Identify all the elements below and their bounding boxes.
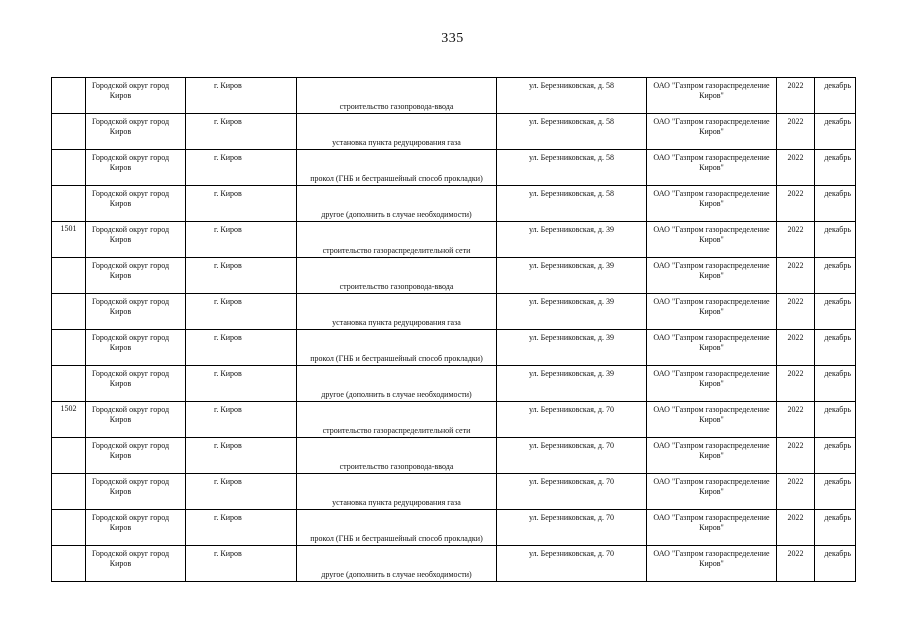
work-type-cell bbox=[297, 222, 497, 258]
year-cell: 2022 bbox=[777, 438, 815, 474]
month-cell: декабрь bbox=[815, 474, 856, 510]
year-cell: 2022 bbox=[777, 114, 815, 150]
year-cell: 2022 bbox=[777, 150, 815, 186]
organization-line-1: ОАО "Газпром газораспределение bbox=[653, 297, 770, 306]
organization-cell bbox=[647, 222, 777, 258]
address-cell: ул. Березниковская, д. 58 bbox=[497, 114, 647, 150]
table-row bbox=[52, 150, 856, 186]
work-type-cell bbox=[297, 402, 497, 438]
municipality-line-2: Киров bbox=[109, 199, 132, 208]
year-cell: 2022 bbox=[777, 402, 815, 438]
month-cell: декабрь bbox=[815, 222, 856, 258]
address-cell: ул. Березниковская, д. 39 bbox=[497, 366, 647, 402]
municipality-line-1: Городской округ город bbox=[92, 225, 170, 234]
address-cell: ул. Березниковская, д. 58 bbox=[497, 150, 647, 186]
year-cell: 2022 bbox=[777, 366, 815, 402]
municipality-line-1: Городской округ город bbox=[92, 369, 170, 378]
address-cell: ул. Березниковская, д. 70 bbox=[497, 510, 647, 546]
municipality-cell bbox=[86, 366, 186, 402]
municipality-line-2: Киров bbox=[109, 307, 132, 316]
city-cell: г. Киров bbox=[186, 78, 297, 114]
municipality-line-1: Городской округ город bbox=[92, 261, 170, 270]
organization-cell bbox=[647, 114, 777, 150]
month-cell: декабрь bbox=[815, 186, 856, 222]
month-cell: декабрь bbox=[815, 546, 856, 582]
month-cell: декабрь bbox=[815, 150, 856, 186]
address-cell: ул. Березниковская, д. 70 bbox=[497, 402, 647, 438]
municipality-line-2: Киров bbox=[109, 379, 132, 388]
municipality-line-1: Городской округ город bbox=[92, 441, 170, 450]
municipality-line-1: Городской округ город bbox=[92, 153, 170, 162]
month-cell: декабрь bbox=[815, 366, 856, 402]
month-cell: декабрь bbox=[815, 114, 856, 150]
table-row bbox=[52, 78, 856, 114]
municipality-cell bbox=[86, 402, 186, 438]
city-cell: г. Киров bbox=[186, 186, 297, 222]
year-cell: 2022 bbox=[777, 294, 815, 330]
organization-line-1: ОАО "Газпром газораспределение bbox=[653, 225, 770, 234]
address-cell: ул. Березниковская, д. 39 bbox=[497, 294, 647, 330]
work-type-cell bbox=[297, 294, 497, 330]
year-cell: 2022 bbox=[777, 78, 815, 114]
table-row bbox=[52, 366, 856, 402]
table-row bbox=[52, 294, 856, 330]
table-row bbox=[52, 546, 856, 582]
row-number-cell bbox=[52, 114, 86, 150]
work-type-text: прокол (ГНБ и бестраншейный способ прокладки) bbox=[310, 354, 483, 363]
municipality-line-2: Киров bbox=[109, 271, 132, 280]
row-number-cell bbox=[52, 294, 86, 330]
municipality-line-1: Городской округ город bbox=[92, 297, 170, 306]
municipality-line-1: Городской округ город bbox=[92, 549, 170, 558]
table-row bbox=[52, 258, 856, 294]
work-type-text: прокол (ГНБ и бестраншейный способ прокладки) bbox=[310, 174, 483, 183]
address-cell: ул. Березниковская, д. 39 bbox=[497, 258, 647, 294]
month-cell: декабрь bbox=[815, 78, 856, 114]
table-row bbox=[52, 510, 856, 546]
city-cell: г. Киров bbox=[186, 258, 297, 294]
page-number: 335 bbox=[441, 31, 464, 46]
organization-cell bbox=[647, 474, 777, 510]
organization-line-1: ОАО "Газпром газораспределение bbox=[653, 549, 770, 558]
row-number-cell bbox=[52, 258, 86, 294]
organization-line-2: Киров" bbox=[699, 199, 724, 208]
month-cell: декабрь bbox=[815, 330, 856, 366]
row-number-cell bbox=[52, 330, 86, 366]
address-cell: ул. Березниковская, д. 70 bbox=[497, 546, 647, 582]
table-row bbox=[52, 222, 856, 258]
organization-cell bbox=[647, 78, 777, 114]
organization-line-1: ОАО "Газпром газораспределение bbox=[653, 477, 770, 486]
address-cell: ул. Березниковская, д. 58 bbox=[497, 78, 647, 114]
work-type-text: другое (дополнить в случае необходимости) bbox=[321, 390, 472, 399]
row-number-cell: 1502 bbox=[52, 402, 86, 438]
address-cell: ул. Березниковская, д. 39 bbox=[497, 330, 647, 366]
month-cell: декабрь bbox=[815, 510, 856, 546]
municipality-line-2: Киров bbox=[109, 127, 132, 136]
work-type-text: установка пункта редуцирования газа bbox=[332, 318, 461, 327]
row-number-cell bbox=[52, 78, 86, 114]
month-cell: декабрь bbox=[815, 402, 856, 438]
municipality-line-1: Городской округ город bbox=[92, 333, 170, 342]
municipality-line-2: Киров bbox=[109, 91, 132, 100]
municipality-line-2: Киров bbox=[109, 415, 132, 424]
table-row bbox=[52, 186, 856, 222]
work-type-cell bbox=[297, 258, 497, 294]
city-cell: г. Киров bbox=[186, 402, 297, 438]
organization-line-1: ОАО "Газпром газораспределение bbox=[653, 261, 770, 270]
month-cell: декабрь bbox=[815, 294, 856, 330]
organization-line-1: ОАО "Газпром газораспределение bbox=[653, 117, 770, 126]
work-type-text: строительство газопровода-ввода bbox=[339, 462, 454, 471]
year-cell: 2022 bbox=[777, 186, 815, 222]
organization-cell bbox=[647, 510, 777, 546]
organization-line-1: ОАО "Газпром газораспределение bbox=[653, 189, 770, 198]
municipality-line-1: Городской округ город bbox=[92, 81, 170, 90]
row-number-cell bbox=[52, 438, 86, 474]
table-row bbox=[52, 330, 856, 366]
municipality-cell bbox=[86, 114, 186, 150]
address-cell: ул. Березниковская, д. 70 bbox=[497, 438, 647, 474]
organization-line-1: ОАО "Газпром газораспределение bbox=[653, 333, 770, 342]
organization-line-1: ОАО "Газпром газораспределение bbox=[653, 81, 770, 90]
organization-line-2: Киров" bbox=[699, 343, 724, 352]
organization-line-1: ОАО "Газпром газораспределение bbox=[653, 513, 770, 522]
work-type-text: строительство газораспределительной сети bbox=[322, 246, 471, 255]
municipality-line-1: Городской округ город bbox=[92, 513, 170, 522]
municipality-cell bbox=[86, 222, 186, 258]
municipality-line-2: Киров bbox=[109, 163, 132, 172]
municipality-line-1: Городской округ город bbox=[92, 477, 170, 486]
organization-cell bbox=[647, 294, 777, 330]
address-cell: ул. Березниковская, д. 58 bbox=[497, 186, 647, 222]
year-cell: 2022 bbox=[777, 330, 815, 366]
row-number-cell bbox=[52, 510, 86, 546]
municipality-line-2: Киров bbox=[109, 235, 132, 244]
city-cell: г. Киров bbox=[186, 438, 297, 474]
municipality-line-1: Городской округ город bbox=[92, 117, 170, 126]
table-row bbox=[52, 114, 856, 150]
municipality-cell bbox=[86, 294, 186, 330]
organization-cell bbox=[647, 438, 777, 474]
row-number-cell bbox=[52, 474, 86, 510]
row-number-cell bbox=[52, 366, 86, 402]
work-type-cell bbox=[297, 150, 497, 186]
work-type-text: строительство газораспределительной сети bbox=[322, 426, 471, 435]
address-cell: ул. Березниковская, д. 39 bbox=[497, 222, 647, 258]
organization-line-2: Киров" bbox=[699, 487, 724, 496]
organization-line-2: Киров" bbox=[699, 163, 724, 172]
work-type-cell bbox=[297, 438, 497, 474]
work-type-text: строительство газопровода-ввода bbox=[339, 282, 454, 291]
work-type-cell bbox=[297, 510, 497, 546]
municipality-cell bbox=[86, 510, 186, 546]
organization-line-1: ОАО "Газпром газораспределение bbox=[653, 153, 770, 162]
row-number-cell bbox=[52, 186, 86, 222]
municipality-line-2: Киров bbox=[109, 343, 132, 352]
row-number-cell: 1501 bbox=[52, 222, 86, 258]
work-type-cell bbox=[297, 186, 497, 222]
municipality-line-1: Городской округ город bbox=[92, 405, 170, 414]
city-cell: г. Киров bbox=[186, 366, 297, 402]
municipality-cell bbox=[86, 258, 186, 294]
table-row bbox=[52, 474, 856, 510]
organization-line-2: Киров" bbox=[699, 235, 724, 244]
organization-cell bbox=[647, 366, 777, 402]
organization-cell bbox=[647, 402, 777, 438]
city-cell: г. Киров bbox=[186, 546, 297, 582]
organization-cell bbox=[647, 546, 777, 582]
organization-line-2: Киров" bbox=[699, 91, 724, 100]
work-type-text: прокол (ГНБ и бестраншейный способ прокладки) bbox=[310, 534, 483, 543]
work-type-cell bbox=[297, 474, 497, 510]
municipality-cell bbox=[86, 150, 186, 186]
organization-cell bbox=[647, 150, 777, 186]
work-type-cell bbox=[297, 366, 497, 402]
organization-line-1: ОАО "Газпром газораспределение bbox=[653, 369, 770, 378]
organization-line-2: Киров" bbox=[699, 415, 724, 424]
organization-cell bbox=[647, 330, 777, 366]
organization-line-2: Киров" bbox=[699, 523, 724, 532]
work-type-text: другое (дополнить в случае необходимости) bbox=[321, 570, 472, 579]
row-number-cell bbox=[52, 546, 86, 582]
municipality-line-2: Киров bbox=[109, 523, 132, 532]
row-number-cell bbox=[52, 150, 86, 186]
gasification-table bbox=[51, 77, 856, 582]
month-cell: декабрь bbox=[815, 438, 856, 474]
municipality-line-2: Киров bbox=[109, 559, 132, 568]
month-cell: декабрь bbox=[815, 258, 856, 294]
work-type-cell bbox=[297, 330, 497, 366]
work-type-text: другое (дополнить в случае необходимости) bbox=[321, 210, 472, 219]
organization-cell bbox=[647, 186, 777, 222]
work-type-text: строительство газопровода-ввода bbox=[339, 102, 454, 111]
address-cell: ул. Березниковская, д. 70 bbox=[497, 474, 647, 510]
organization-cell bbox=[647, 258, 777, 294]
year-cell: 2022 bbox=[777, 546, 815, 582]
municipality-cell bbox=[86, 78, 186, 114]
municipality-cell bbox=[86, 186, 186, 222]
city-cell: г. Киров bbox=[186, 474, 297, 510]
organization-line-2: Киров" bbox=[699, 379, 724, 388]
work-type-text: установка пункта редуцирования газа bbox=[332, 498, 461, 507]
city-cell: г. Киров bbox=[186, 294, 297, 330]
year-cell: 2022 bbox=[777, 222, 815, 258]
municipality-cell bbox=[86, 438, 186, 474]
year-cell: 2022 bbox=[777, 510, 815, 546]
organization-line-2: Киров" bbox=[699, 271, 724, 280]
municipality-line-1: Городской округ город bbox=[92, 189, 170, 198]
table-row bbox=[52, 402, 856, 438]
table-body bbox=[52, 78, 856, 582]
city-cell: г. Киров bbox=[186, 330, 297, 366]
organization-line-1: ОАО "Газпром газораспределение bbox=[653, 405, 770, 414]
municipality-cell bbox=[86, 474, 186, 510]
work-type-text: установка пункта редуцирования газа bbox=[332, 138, 461, 147]
year-cell: 2022 bbox=[777, 474, 815, 510]
municipality-line-2: Киров bbox=[109, 487, 132, 496]
city-cell: г. Киров bbox=[186, 150, 297, 186]
organization-line-2: Киров" bbox=[699, 127, 724, 136]
year-cell: 2022 bbox=[777, 258, 815, 294]
municipality-line-2: Киров bbox=[109, 451, 132, 460]
work-type-cell bbox=[297, 78, 497, 114]
organization-line-2: Киров" bbox=[699, 559, 724, 568]
city-cell: г. Киров bbox=[186, 222, 297, 258]
municipality-cell bbox=[86, 330, 186, 366]
organization-line-1: ОАО "Газпром газораспределение bbox=[653, 441, 770, 450]
municipality-cell bbox=[86, 546, 186, 582]
work-type-cell bbox=[297, 114, 497, 150]
city-cell: г. Киров bbox=[186, 510, 297, 546]
organization-line-2: Киров" bbox=[699, 307, 724, 316]
table-row bbox=[52, 438, 856, 474]
work-type-cell bbox=[297, 546, 497, 582]
organization-line-2: Киров" bbox=[699, 451, 724, 460]
city-cell: г. Киров bbox=[186, 114, 297, 150]
